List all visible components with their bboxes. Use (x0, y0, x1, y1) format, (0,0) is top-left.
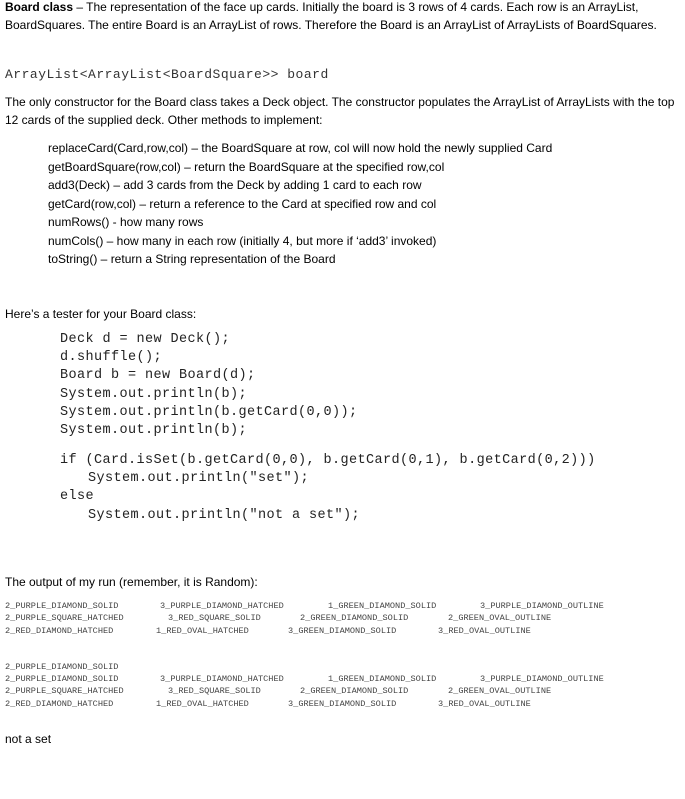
output-cell: 3_RED_SQUARE_SOLID (168, 686, 261, 696)
method-item: numRows() - how many rows (48, 215, 204, 229)
output-cell: 2_PURPLE_DIAMOND_SOLID (5, 662, 119, 672)
output-cell: 1_GREEN_DIAMOND_SOLID (328, 601, 437, 611)
board-declaration: ArrayList<ArrayList<BoardSquare>> board (5, 67, 329, 82)
output-heading: The output of my run (remember, it is Random): (5, 575, 258, 589)
code-line: d.shuffle(); (60, 350, 163, 365)
output-cell: 2_GREEN_DIAMOND_SOLID (300, 686, 409, 696)
intro-paragraph (5, 0, 677, 34)
code-line: System.out.println(b); (60, 423, 248, 438)
code-line: Board b = new Board(d); (60, 368, 256, 383)
output-cell: 3_PURPLE_DIAMOND_HATCHED (160, 601, 284, 611)
constructor-paragraph: The only constructor for the Board class takes a Deck object. The constructor populates the ArrayList of ArrayLists with the top 12 cards of the supplied deck. Other methods to implement: (5, 95, 675, 127)
output-cell: 3_GREEN_DIAMOND_SOLID (288, 626, 397, 636)
code-line: if (Card.isSet(b.getCard(0,0), b.getCard(0,1), b.getCard(0,2))) (60, 453, 596, 468)
output-cell: 3_PURPLE_DIAMOND_HATCHED (160, 674, 284, 684)
output-cell: 3_RED_OVAL_OUTLINE (438, 626, 531, 636)
code-line: Deck d = new Deck(); (60, 332, 231, 347)
method-item: add3(Deck) – add 3 cards from the Deck by adding 1 card to each row (48, 178, 422, 192)
output-cell: 2_RED_DIAMOND_HATCHED (5, 699, 114, 709)
method-item: replaceCard(Card,row,col) – the BoardSquare at row, col will now hold the newly supplied Card (48, 141, 553, 155)
output-cell: 3_PURPLE_DIAMOND_OUTLINE (480, 601, 604, 611)
board-class-title: Board class (5, 0, 74, 14)
output-cell: 2_GREEN_DIAMOND_SOLID (300, 613, 409, 623)
method-item: numCols() – how many in each row (initially 4, but more if ‘add3’ invoked) (48, 233, 437, 248)
output-cell: 2_GREEN_OVAL_OUTLINE (448, 613, 552, 623)
output-cell: 3_GREEN_DIAMOND_SOLID (288, 699, 397, 709)
tester-heading: Here’s a tester for your Board class: (5, 307, 197, 321)
output-cell: 1_GREEN_DIAMOND_SOLID (328, 674, 437, 684)
output-cell: 1_RED_OVAL_HATCHED (156, 626, 249, 636)
output-cell: 2_RED_DIAMOND_HATCHED (5, 626, 114, 636)
method-item: getCard(row,col) – return a reference to the Card at specified row and col (48, 196, 437, 211)
code-line: else (60, 489, 95, 504)
output-cell: 1_RED_OVAL_HATCHED (156, 699, 249, 709)
code-line: System.out.println("not a set"); (88, 508, 361, 523)
output-cell: 2_PURPLE_SQUARE_HATCHED (5, 613, 124, 623)
method-item: toString() – return a String representation of the Board (48, 252, 336, 266)
output-cell: 3_PURPLE_DIAMOND_OUTLINE (480, 674, 604, 684)
code-line: System.out.println(b); (60, 387, 248, 402)
output-cell: 2_GREEN_OVAL_OUTLINE (448, 686, 552, 696)
code-line: System.out.println("set"); (88, 471, 310, 486)
output-cell: 3_RED_OVAL_OUTLINE (438, 699, 531, 709)
method-item: getBoardSquare(row,col) – return the BoardSquare at the specified row,col (48, 159, 445, 174)
code-line: System.out.println(b.getCard(0,0)); (60, 405, 358, 420)
result-text: not a set (5, 732, 52, 746)
output-cell: 3_RED_SQUARE_SOLID (168, 613, 261, 623)
output-cell: 2_PURPLE_DIAMOND_SOLID (5, 674, 119, 684)
intro-text: – The representation of the face up cards. Initially the board is 3 rows of 4 cards. Each row is an ArrayList, BoardSquares. The entire Board is an ArrayList of rows. Therefore the Board is an ArrayList of ArrayLists of BoardSquares. (5, 0, 657, 32)
output-cell: 2_PURPLE_SQUARE_HATCHED (5, 686, 124, 696)
output-cell: 2_PURPLE_DIAMOND_SOLID (5, 601, 119, 611)
